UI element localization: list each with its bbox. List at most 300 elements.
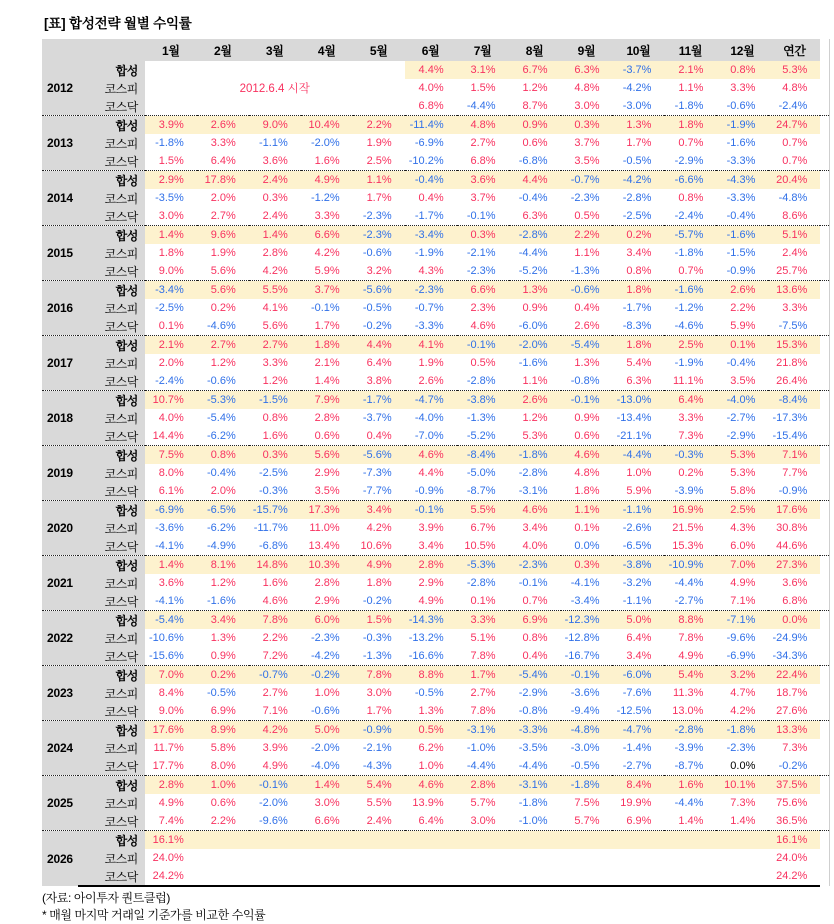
return-cell: 4.8%: [574, 467, 600, 479]
return-cell: -7.0%: [414, 430, 444, 442]
return-cell: 7.3%: [782, 742, 808, 754]
return-cell: -8.3%: [622, 320, 652, 332]
return-cell: 7.3%: [730, 797, 756, 809]
row-label: 코스닥: [78, 97, 145, 116]
return-cell: [197, 97, 249, 116]
return-cell: -4.3%: [716, 171, 768, 190]
return-cell: 1.7%: [366, 192, 392, 204]
return-cell: 4.9%: [262, 760, 288, 772]
return-cell: 36.5%: [776, 815, 808, 827]
return-cell: -6.9%: [726, 650, 756, 662]
return-cell: -7.3%: [362, 467, 392, 479]
return-cell: 4.6%: [509, 501, 561, 520]
return-cell: 0.9%: [210, 650, 236, 662]
return-cell: 6.4%: [626, 632, 652, 644]
return-cell: 6.9%: [210, 705, 236, 717]
return-cell: [664, 831, 716, 850]
return-cell: 17.6%: [768, 501, 820, 520]
return-cell: -2.8%: [466, 577, 496, 589]
return-cell: -10.9%: [664, 556, 716, 575]
return-cell: 3.4%: [353, 501, 405, 520]
return-cell: -1.1%: [258, 137, 288, 149]
row-label: 합성: [78, 831, 145, 850]
return-cell: -6.2%: [207, 430, 236, 442]
row-label: 코스피: [78, 849, 145, 867]
return-cell: -1.0%: [466, 742, 496, 754]
row-label: 코스닥: [78, 867, 145, 886]
return-cell: 0.9%: [574, 412, 600, 424]
return-cell: 5.0%: [612, 611, 664, 630]
month-header: 2월: [197, 39, 249, 61]
return-cell: 6.4%: [366, 357, 392, 369]
return-cell: 2.5%: [366, 155, 392, 167]
return-cell: 1.7%: [626, 137, 652, 149]
return-cell: 1.8%: [612, 336, 664, 355]
return-cell: -0.1%: [561, 391, 613, 410]
return-cell: 2.9%: [314, 595, 340, 607]
row-label: 합성: [78, 501, 145, 520]
return-cell: 0.2%: [210, 302, 236, 314]
return-cell: 3.4%: [626, 650, 652, 662]
return-cell: 9.0%: [158, 265, 184, 277]
table-right-gridline: [820, 867, 829, 886]
table-right-gridline: [820, 116, 829, 135]
year-label: 2012: [42, 61, 78, 116]
year-label: 2018: [42, 391, 78, 446]
return-cell: -7.6%: [622, 687, 652, 699]
row-label: 코스닥: [78, 427, 145, 446]
return-cell: 8.4%: [612, 776, 664, 795]
return-cell: -3.3%: [509, 721, 561, 740]
return-cell: 3.9%: [418, 522, 444, 534]
return-cell: -3.1%: [457, 721, 509, 740]
return-cell: 4.6%: [405, 446, 457, 465]
return-cell: 8.1%: [197, 556, 249, 575]
table-right-gridline: [820, 391, 829, 410]
return-cell: 0.3%: [561, 556, 613, 575]
table-right-gridline: [820, 611, 829, 630]
return-cell: 1.8%: [301, 336, 353, 355]
return-cell: -16.6%: [408, 650, 444, 662]
return-cell: -3.1%: [518, 485, 548, 497]
return-cell: 3.3%: [210, 137, 236, 149]
return-cell: 0.8%: [522, 632, 548, 644]
return-cell: [145, 97, 197, 116]
return-cell: -5.0%: [466, 467, 496, 479]
return-cell: 3.2%: [366, 265, 392, 277]
return-cell: 7.1%: [730, 595, 756, 607]
return-cell: 7.4%: [158, 815, 184, 827]
return-cell: -0.5%: [622, 155, 652, 167]
return-cell: -5.6%: [353, 446, 405, 465]
return-cell: 16.1%: [768, 831, 820, 850]
return-cell: 0.7%: [522, 595, 548, 607]
return-cell: 10.4%: [301, 116, 353, 135]
return-cell: 21.8%: [776, 357, 808, 369]
return-cell: 7.7%: [782, 467, 808, 479]
return-cell: -4.0%: [310, 760, 340, 772]
return-cell: -21.1%: [616, 430, 652, 442]
row-label: 코스피: [78, 134, 145, 152]
return-cell: 5.3%: [522, 430, 548, 442]
month-header: 9월: [561, 39, 613, 61]
return-cell: -2.3%: [405, 281, 457, 300]
return-cell: -1.4%: [622, 742, 652, 754]
return-cell: -4.8%: [778, 192, 808, 204]
return-cell: [145, 61, 197, 79]
return-cell: 7.1%: [768, 446, 820, 465]
table-right-gridline: [820, 446, 829, 465]
row-label: 코스닥: [78, 647, 145, 666]
return-cell: 4.1%: [405, 336, 457, 355]
return-cell: 4.6%: [405, 776, 457, 795]
table-right-gridline: [820, 849, 829, 867]
return-cell: -8.4%: [768, 391, 820, 410]
return-cell: 5.9%: [314, 265, 340, 277]
return-cell: -7.1%: [716, 611, 768, 630]
return-cell: 16.9%: [664, 501, 716, 520]
return-cell: -4.4%: [466, 100, 496, 112]
month-header: 4월: [301, 39, 353, 61]
return-cell: -17.3%: [772, 412, 808, 424]
return-cell: -4.1%: [155, 540, 184, 552]
return-cell: 17.3%: [301, 501, 353, 520]
return-cell: -13.2%: [408, 632, 444, 644]
return-cell: 1.8%: [366, 577, 392, 589]
return-cell: 24.7%: [768, 116, 820, 135]
return-cell: [716, 849, 768, 867]
return-cell: 2.1%: [314, 357, 340, 369]
table-right-gridline: [820, 684, 829, 702]
return-cell: 1.1%: [574, 247, 600, 259]
table-right-gridline: [820, 171, 829, 190]
return-cell: 9.0%: [249, 116, 301, 135]
return-cell: -9.6%: [726, 632, 756, 644]
return-cell: 1.3%: [612, 116, 664, 135]
year-label: 2026: [42, 831, 78, 887]
return-cell: -4.0%: [414, 412, 444, 424]
return-cell: 4.9%: [353, 556, 405, 575]
table-right-gridline: [820, 244, 829, 262]
row-label: 코스피: [78, 794, 145, 812]
row-label: 합성: [78, 226, 145, 245]
return-cell: 5.8%: [210, 742, 236, 754]
return-cell: 5.5%: [457, 501, 509, 520]
return-cell: [716, 831, 768, 850]
return-cell: 0.9%: [522, 302, 548, 314]
return-cell: 1.4%: [730, 815, 756, 827]
return-cell: -2.3%: [509, 556, 561, 575]
return-cell: 4.9%: [730, 577, 756, 589]
return-cell: 15.3%: [768, 336, 820, 355]
return-cell: [249, 97, 301, 116]
return-cell: 10.6%: [360, 540, 392, 552]
return-cell: 11.1%: [673, 375, 704, 387]
row-label: 코스닥: [78, 317, 145, 336]
return-cell: -0.7%: [414, 302, 444, 314]
return-cell: 5.7%: [470, 797, 496, 809]
row-label: 코스피: [78, 684, 145, 702]
return-cell: 4.4%: [418, 467, 444, 479]
return-cell: -2.8%: [518, 467, 548, 479]
return-cell: 7.0%: [145, 666, 197, 685]
return-cell: -24.9%: [772, 632, 808, 644]
return-cell: -13.4%: [616, 412, 652, 424]
return-cell: 5.3%: [730, 467, 756, 479]
return-cell: 1.7%: [314, 320, 340, 332]
return-cell: 2.9%: [418, 577, 444, 589]
return-cell: 0.0%: [574, 540, 600, 552]
return-cell: 4.4%: [353, 336, 405, 355]
return-cell: 1.3%: [574, 357, 600, 369]
table-right-gridline: [820, 372, 829, 391]
return-cell: 7.8%: [470, 705, 496, 717]
return-cell: 2.8%: [457, 776, 509, 795]
return-cell: 3.3%: [314, 210, 340, 222]
return-cell: -2.3%: [310, 632, 340, 644]
return-cell: 2.2%: [561, 226, 613, 245]
return-cell: 1.7%: [457, 666, 509, 685]
table-right-gridline: [820, 299, 829, 317]
return-cell: -0.4%: [726, 357, 756, 369]
return-cell: 2.4%: [249, 171, 301, 190]
return-cell: -10.2%: [408, 155, 444, 167]
return-cell: 6.3%: [626, 375, 652, 387]
table-title: [표] 합성전략 월별 수익률: [44, 16, 192, 31]
return-cell: -4.4%: [674, 577, 704, 589]
return-cell: 6.2%: [418, 742, 444, 754]
return-cell: 4.1%: [262, 302, 288, 314]
return-cell: 6.9%: [509, 611, 561, 630]
table-right-gridline: [820, 152, 829, 171]
return-cell: -8.4%: [457, 446, 509, 465]
month-header: 6월: [405, 39, 457, 61]
return-cell: 1.8%: [574, 485, 600, 497]
return-cell: -0.2%: [362, 595, 392, 607]
return-cell: -5.4%: [207, 412, 236, 424]
table-right-gridline: [820, 537, 829, 556]
return-cell: -1.8%: [674, 100, 704, 112]
return-cell: 10.7%: [145, 391, 197, 410]
start-date-note: 2012.6.4 시작: [239, 83, 310, 95]
return-cell: 0.4%: [522, 650, 548, 662]
table-right-gridline: [820, 409, 829, 427]
table-right-gridline: [820, 574, 829, 592]
return-cell: -7.7%: [362, 485, 392, 497]
return-cell: -12.3%: [561, 611, 613, 630]
return-cell: [197, 849, 249, 867]
year-label: 2019: [42, 446, 78, 501]
return-cell: 6.8%: [470, 155, 496, 167]
return-cell: 0.9%: [509, 116, 561, 135]
return-cell: 2.8%: [314, 577, 340, 589]
return-cell: 25.7%: [776, 265, 808, 277]
year-label: 2016: [42, 281, 78, 336]
table-right-gridline: [820, 556, 829, 575]
return-cell: 2.8%: [314, 412, 340, 424]
return-cell: -5.3%: [457, 556, 509, 575]
return-cell: 4.9%: [418, 595, 444, 607]
return-cell: [561, 867, 613, 886]
return-cell: 2.5%: [716, 501, 768, 520]
return-cell: -3.3%: [726, 192, 756, 204]
return-cell: 0.2%: [197, 666, 249, 685]
return-cell: -1.1%: [612, 501, 664, 520]
return-cell: -2.3%: [570, 192, 600, 204]
table-right-gridline: [820, 592, 829, 611]
return-cell: 14.8%: [249, 556, 301, 575]
return-cell: 1.4%: [678, 815, 704, 827]
return-cell: -0.6%: [310, 705, 340, 717]
return-cell: 5.3%: [716, 446, 768, 465]
return-cell: -3.8%: [612, 556, 664, 575]
table-right-gridline: [820, 464, 829, 482]
return-cell: 3.4%: [197, 611, 249, 630]
return-cell: -3.5%: [518, 742, 548, 754]
return-cell: 3.5%: [314, 485, 340, 497]
return-cell: 30.8%: [776, 522, 808, 534]
return-cell: -0.6%: [561, 281, 613, 300]
return-cell: 1.9%: [418, 357, 444, 369]
return-cell: 1.2%: [262, 375, 288, 387]
return-cell: 1.1%: [678, 82, 704, 94]
row-label: 코스피: [78, 629, 145, 647]
return-cell: 15.3%: [672, 540, 704, 552]
return-cell: 26.4%: [776, 375, 808, 387]
return-cell: [249, 867, 301, 886]
row-label: 합성: [78, 666, 145, 685]
year-label: 2024: [42, 721, 78, 776]
return-cell: -1.6%: [518, 357, 548, 369]
row-label: 코스닥: [78, 482, 145, 501]
return-cell: 0.0%: [768, 611, 820, 630]
return-cell: 4.6%: [262, 595, 288, 607]
return-cell: 3.5%: [574, 155, 600, 167]
return-cell: 0.8%: [197, 446, 249, 465]
return-cell: -1.9%: [414, 247, 444, 259]
return-cell: [509, 867, 561, 886]
month-header: 3월: [249, 39, 301, 61]
row-label: 코스닥: [78, 372, 145, 391]
table-right-gridline: [820, 794, 829, 812]
return-cell: [457, 867, 509, 886]
return-cell: 3.3%: [678, 412, 704, 424]
return-cell: 4.6%: [561, 446, 613, 465]
row-label: 코스닥: [78, 812, 145, 831]
return-cell: 0.4%: [574, 302, 600, 314]
return-cell: 6.3%: [561, 61, 613, 79]
return-cell: -8.7%: [466, 485, 496, 497]
return-cell: 16.1%: [145, 831, 197, 850]
return-cell: 5.6%: [262, 320, 288, 332]
return-cell: [457, 831, 509, 850]
return-cell: 10.1%: [716, 776, 768, 795]
return-cell: 3.9%: [262, 742, 288, 754]
return-cell: -1.8%: [509, 446, 561, 465]
return-cell: -0.9%: [778, 485, 808, 497]
return-cell: 1.0%: [314, 687, 340, 699]
row-label: 합성: [78, 446, 145, 465]
return-cell: -1.9%: [674, 357, 704, 369]
return-cell: -4.4%: [612, 446, 664, 465]
return-cell: -4.3%: [362, 760, 392, 772]
return-cell: 2.6%: [418, 375, 444, 387]
table-right-gridline: [820, 336, 829, 355]
row-label: 코스피: [78, 739, 145, 757]
return-cell: -5.4%: [509, 666, 561, 685]
return-cell: 1.6%: [262, 430, 288, 442]
return-cell: 1.9%: [366, 137, 392, 149]
table-right-gridline: [820, 702, 829, 721]
return-cell: -0.3%: [258, 485, 288, 497]
return-cell: -34.3%: [772, 650, 808, 662]
return-cell: -2.3%: [353, 226, 405, 245]
return-cell: [561, 849, 613, 867]
return-cell: -2.7%: [726, 412, 756, 424]
return-cell: 0.5%: [405, 721, 457, 740]
return-cell: [716, 867, 768, 886]
return-cell: [353, 831, 405, 850]
return-cell: 4.3%: [418, 265, 444, 277]
return-cell: -9.4%: [570, 705, 600, 717]
return-cell: 2.2%: [210, 815, 236, 827]
return-cell: 0.2%: [612, 226, 664, 245]
return-cell: 0.1%: [716, 336, 768, 355]
row-label: 코스닥: [78, 207, 145, 226]
return-cell: -0.5%: [570, 760, 600, 772]
return-cell: 4.7%: [730, 687, 756, 699]
return-cell: 5.3%: [768, 61, 820, 79]
return-cell: 2.9%: [145, 171, 197, 190]
return-cell: 0.4%: [418, 192, 444, 204]
return-cell: -10.6%: [148, 632, 184, 644]
return-cell: -12.8%: [564, 632, 600, 644]
return-cell: -4.4%: [466, 760, 496, 772]
row-label: 코스피: [78, 299, 145, 317]
return-cell: [353, 867, 405, 886]
return-cell: 5.1%: [768, 226, 820, 245]
return-cell: 2.6%: [574, 320, 600, 332]
return-cell: -3.4%: [145, 281, 197, 300]
return-cell: 6.3%: [522, 210, 548, 222]
return-cell: 0.8%: [262, 412, 288, 424]
return-cell: -0.2%: [362, 320, 392, 332]
return-cell: [664, 849, 716, 867]
return-cell: -0.7%: [249, 666, 301, 685]
return-cell: -0.1%: [561, 666, 613, 685]
return-cell: -0.7%: [561, 171, 613, 190]
return-cell: 3.1%: [457, 61, 509, 79]
return-cell: 4.8%: [782, 82, 808, 94]
return-cell: 1.0%: [418, 760, 444, 772]
table-right-gridline: [820, 189, 829, 207]
return-cell: -4.4%: [518, 760, 548, 772]
return-cell: -3.1%: [509, 776, 561, 795]
table-right-gridline: [820, 831, 829, 850]
return-cell: -4.1%: [155, 595, 184, 607]
return-cell: 7.2%: [262, 650, 288, 662]
return-cell: -0.5%: [362, 302, 392, 314]
return-cell: [301, 97, 353, 116]
return-cell: 2.4%: [262, 210, 288, 222]
row-label: 합성: [78, 116, 145, 135]
return-cell: 6.6%: [301, 226, 353, 245]
table-right-gridline: [820, 739, 829, 757]
return-cell: 0.8%: [716, 61, 768, 79]
monthly-returns-table: [42, 39, 830, 887]
return-cell: 4.4%: [509, 171, 561, 190]
row-label: 코스닥: [78, 262, 145, 281]
